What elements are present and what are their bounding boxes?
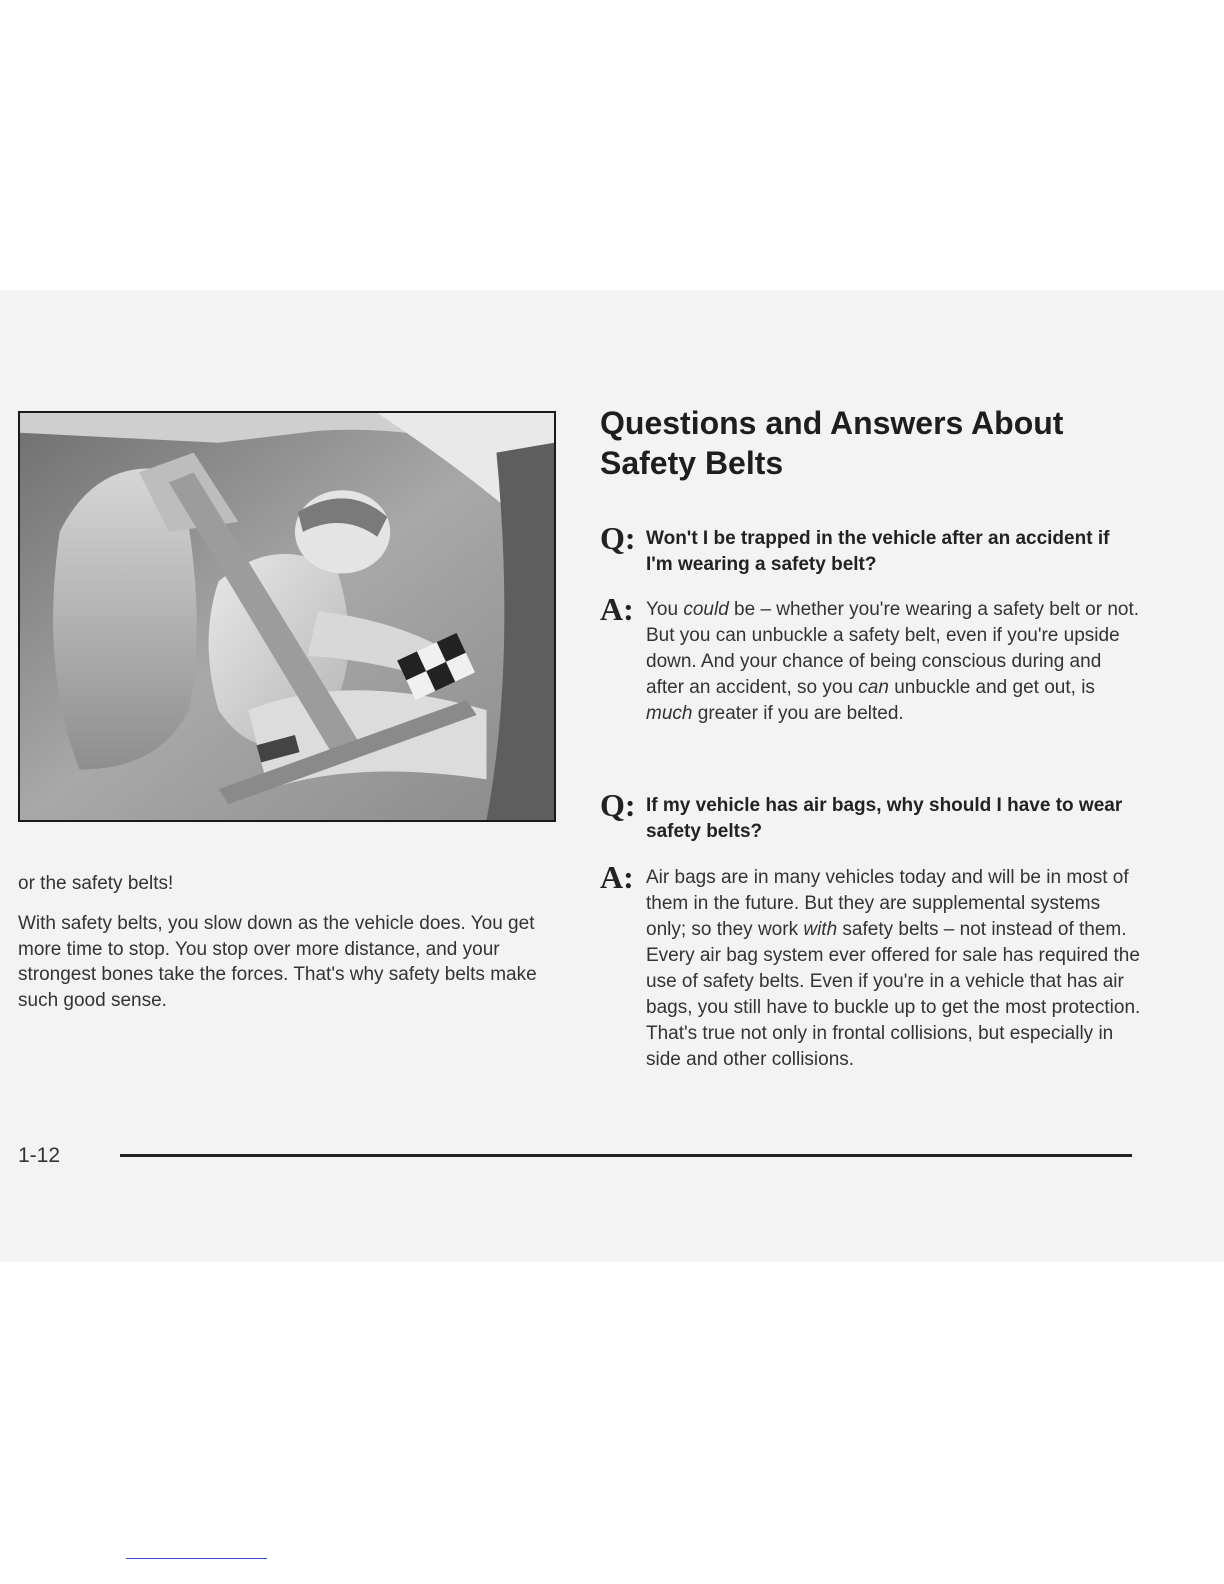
question-marker: Q: xyxy=(600,787,636,823)
answer-2-text: Air bags are in many vehicles today and will be in most of them in the future. But they are supplemental systems only; so they work with safety belts – not instead of them. Every air bag system ever offered for sale has required the use of safety belts. Even if you're in a vehicle that has air bags, you still have to buckle up to get the most protection. That's true not only in frontal collisions, but especially in side and other collisions. xyxy=(646,867,1141,1070)
section-title: Questions and Answers About Safety Belts xyxy=(600,405,1064,481)
answer-marker: A: xyxy=(600,859,634,895)
question-1-text: Won't I be trapped in the vehicle after an accident if I'm wearing a safety belt? xyxy=(646,528,1110,575)
question-marker: Q: xyxy=(600,520,636,556)
question-2-text: If my vehicle has air bags, why should I have to wear safety belts? xyxy=(646,795,1123,842)
crash-test-dummy-photo xyxy=(18,411,556,822)
answer-marker: A: xyxy=(600,591,634,627)
photo-caption: or the safety belts! xyxy=(18,873,174,894)
footer-divider xyxy=(120,1154,1132,1157)
crash-test-dummy-illustration xyxy=(20,413,554,820)
page-number: 1-12 xyxy=(18,1144,61,1167)
safety-belt-paragraph: With safety belts, you slow down as the vehicle does. You get more time to stop. You stop over more distance, and your strongest bones take the forces. That's why safety belts make such good sense. xyxy=(18,913,537,1011)
answer-1-text: You could be – whether you're wearing a safety belt or not. But you can unbuckle a safety belt, even if you're upside down. And your chance of being conscious during and after an accident, so you can unbuckle and get out, is much greater if you are belted. xyxy=(646,599,1140,724)
link-underline[interactable] xyxy=(126,1558,267,1559)
